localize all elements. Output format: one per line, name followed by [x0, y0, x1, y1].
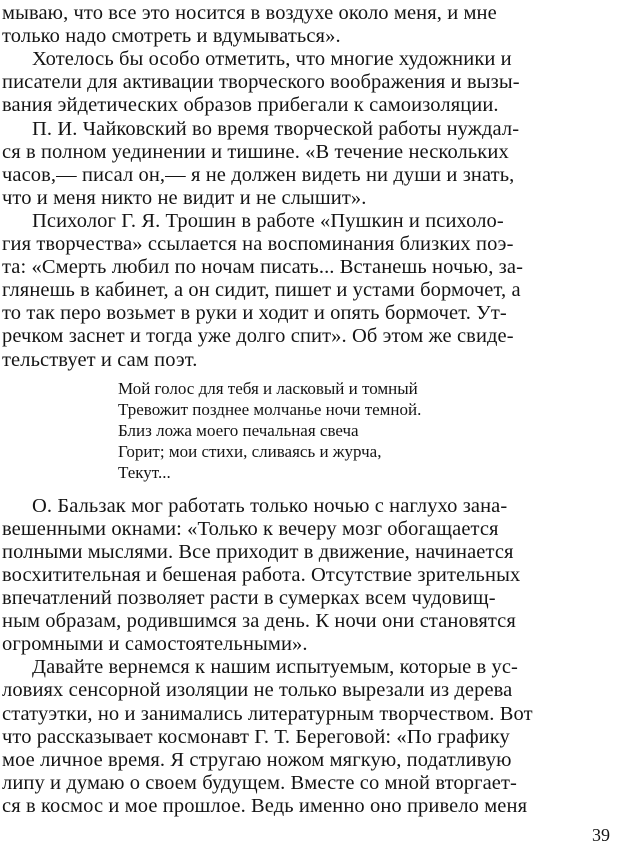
text-line: ным образам, родившимся за день. К ночи они становятся	[2, 610, 516, 632]
text-line: О. Бальзак мог работать только ночью с наглухо зана-	[32, 495, 508, 517]
poem-line: Горит; мои стихи, сливаясь и журча,	[118, 442, 382, 461]
text-line: писатели для активации творческого воображения и вызы-	[2, 71, 520, 93]
text-line: глянешь в кабинет, а он сидит, пишет и устами бормочет, а	[2, 279, 521, 301]
poem-line: Мой голос для тебя и ласковый и томный	[118, 379, 418, 398]
text-line: что и меня никто не видит и не слышит».	[2, 187, 367, 209]
text-line: ловиях сенсорной изоляции не только вырезали из дерева	[2, 679, 513, 701]
text-line: та: «Смерть любил по ночам писать... Встанешь ночью, за-	[2, 256, 523, 278]
text-line: П. И. Чайковский во время творческой работы нуждал-	[32, 118, 520, 140]
text-line: восхитительная и бешеная работа. Отсутствие зрительных	[2, 564, 521, 586]
page-number: 39	[592, 825, 610, 845]
poem-line: Близ ложа моего печальная свеча	[118, 421, 359, 440]
text-line: ся в полном уединении и тишине. «В течение нескольких	[2, 141, 509, 163]
text-line: то так перо возьмет в руки и ходит и опять бормочет. Ут-	[2, 302, 507, 324]
text-line: тельствует и сам поэт.	[2, 349, 198, 371]
text-line: гия творчества» ссылается на воспоминания близких поэ-	[2, 233, 514, 255]
poem-line: Текут...	[118, 463, 171, 482]
text-line: вания эйдетических образов прибегали к самоизоляции.	[2, 94, 499, 116]
poem-line: Тревожит позднее молчанье ночи темной.	[118, 400, 422, 419]
text-line: часов,— писал он,— я не должен видеть ни души и знать,	[2, 164, 515, 186]
text-line: мываю, что все это носится в воздухе около меня, и мне	[2, 2, 497, 24]
text-line: только надо смотреть и вдумываться».	[2, 25, 341, 47]
text-line: ся в космос и мое прошлое. Ведь именно оно привело меня	[2, 795, 528, 817]
text-line: огромными и самостоятельными».	[2, 633, 308, 655]
text-line: мое личное время. Я стругаю ножом мягкую, податливую	[2, 749, 512, 771]
text-line: Психолог Г. Я. Трошин в работе «Пушкин и психоло-	[32, 210, 504, 232]
text-line: полными мыслями. Все приходит в движение, начинается	[2, 541, 514, 563]
text-line: речком заснет и тогда уже долго спит». Об этом же свиде-	[2, 325, 514, 347]
text-line: впечатлений позволяет расти в сумерках всем чудовищ-	[2, 587, 496, 609]
text-line: Хотелось бы особо отметить, что многие художники и	[32, 48, 512, 70]
text-line: вешенными окнами: «Только к вечеру мозг обогащается	[2, 518, 499, 540]
text-line: статуэтки, но и занимались литературным творчеством. Вот	[2, 703, 533, 725]
text-line: что рассказывает космонавт Г. Т. Береговой: «По графику	[2, 726, 510, 748]
text-line: липу и думаю о своем будущем. Вместе со мной вторгает-	[2, 772, 517, 794]
text-line: Давайте вернемся к нашим испытуемым, которые в ус-	[32, 656, 518, 678]
